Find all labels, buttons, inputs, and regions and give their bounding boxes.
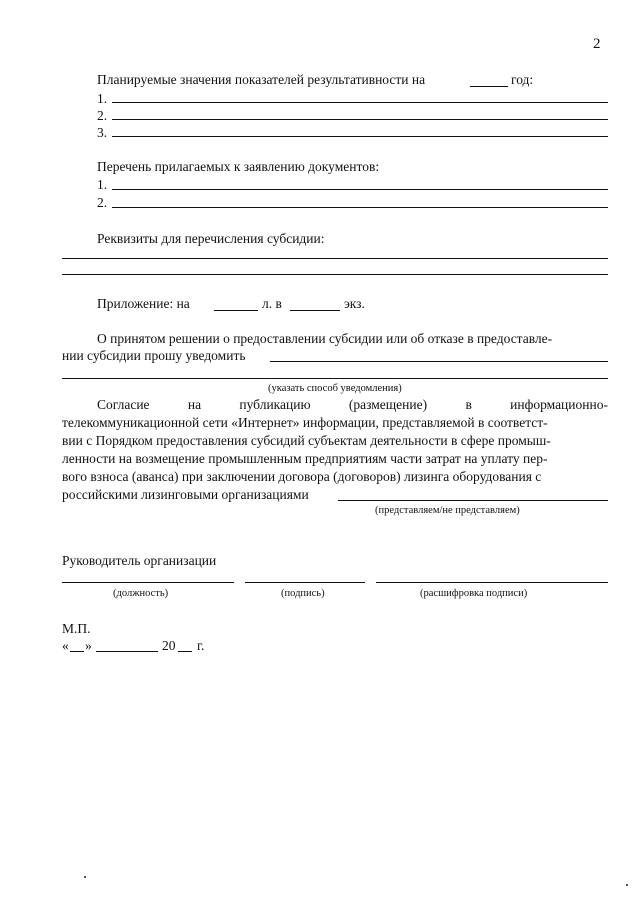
- signature-caption: (подпись): [281, 588, 325, 599]
- date-day-blank[interactable]: [70, 651, 84, 652]
- date-year-prefix: 20: [162, 638, 176, 653]
- consent-line: телекоммуникационной сети «Интернет» информации, представляемой в соответст-: [62, 415, 548, 430]
- position-caption: (должность): [113, 588, 169, 599]
- consent-line: ленности на возмещение промышленным предприятиям части затрат на уплату пер-: [62, 451, 548, 466]
- date-close-quote: »: [85, 638, 92, 653]
- document-item-blank[interactable]: [112, 207, 608, 208]
- position-blank[interactable]: [62, 582, 234, 583]
- requisites-blank[interactable]: [62, 258, 608, 259]
- documents-heading: Перечень прилагаемых к заявлению документов:: [97, 159, 380, 174]
- document-item-number: 1.: [97, 177, 108, 192]
- date-open-quote: «: [62, 638, 69, 653]
- document-item-number: 2.: [97, 195, 108, 210]
- notification-method-blank[interactable]: [62, 378, 608, 379]
- attachment-suffix: экз.: [344, 296, 365, 311]
- consent-word: информационно-: [510, 397, 608, 412]
- notification-caption: (указать способ уведомления): [268, 383, 402, 394]
- date-year-suffix: г.: [197, 638, 205, 653]
- consent-word: (размещение): [348, 397, 428, 412]
- document-item-blank[interactable]: [112, 189, 608, 190]
- consent-word: на: [187, 397, 202, 412]
- indicator-item-number: 3.: [97, 125, 108, 140]
- consent-line: вого взноса (аванса) при заключении договора (договоров) лизинга оборудования с: [62, 469, 542, 484]
- stamp-label: М.П.: [62, 621, 91, 636]
- consent-first-line: [97, 397, 608, 413]
- consent-answer-blank[interactable]: [338, 500, 608, 501]
- notification-line: О принятом решении о предоставлении субсидии или об отказе в предоставле-: [97, 331, 553, 346]
- attachment-copies-blank[interactable]: [290, 310, 340, 311]
- consent-line: российскими лизинговыми организациями: [62, 487, 309, 502]
- attachment-sheets-blank[interactable]: [214, 310, 258, 311]
- requisites-blank[interactable]: [62, 274, 608, 275]
- indicators-year-blank[interactable]: [470, 86, 508, 87]
- page-number: 2: [593, 36, 601, 52]
- date-year-blank[interactable]: [178, 651, 192, 652]
- indicators-heading: Планируемые значения показателей результативности на: [97, 72, 426, 87]
- consent-word: публикацию: [239, 397, 311, 412]
- attachment-mid: л. в: [262, 296, 282, 311]
- indicator-item-blank[interactable]: [112, 136, 608, 137]
- signature-decode-blank[interactable]: [376, 582, 608, 583]
- scan-speck: [84, 876, 86, 878]
- indicator-item-number: 2.: [97, 108, 108, 123]
- consent-caption: (представляем/не представляем): [375, 505, 520, 516]
- scan-speck: [626, 884, 628, 886]
- consent-word: Согласие: [97, 397, 150, 412]
- consent-line: вии с Порядком предоставления субсидий субъектам деятельности в сфере промыш-: [62, 433, 551, 448]
- signature-decode-caption: (расшифровка подписи): [420, 588, 528, 599]
- indicators-heading-end: год:: [511, 72, 534, 87]
- signature-heading: Руководитель организации: [62, 553, 217, 568]
- indicator-item-blank[interactable]: [112, 119, 608, 120]
- notification-method-blank[interactable]: [270, 361, 608, 362]
- indicator-item-number: 1.: [97, 91, 108, 106]
- signature-blank[interactable]: [245, 582, 365, 583]
- notification-line: нии субсидии прошу уведомить: [62, 348, 246, 363]
- attachment-prefix: Приложение: на: [97, 296, 190, 311]
- requisites-heading: Реквизиты для перечисления субсидии:: [97, 231, 325, 246]
- consent-word: в: [465, 397, 472, 412]
- date-month-blank[interactable]: [96, 651, 158, 652]
- indicator-item-blank[interactable]: [112, 102, 608, 103]
